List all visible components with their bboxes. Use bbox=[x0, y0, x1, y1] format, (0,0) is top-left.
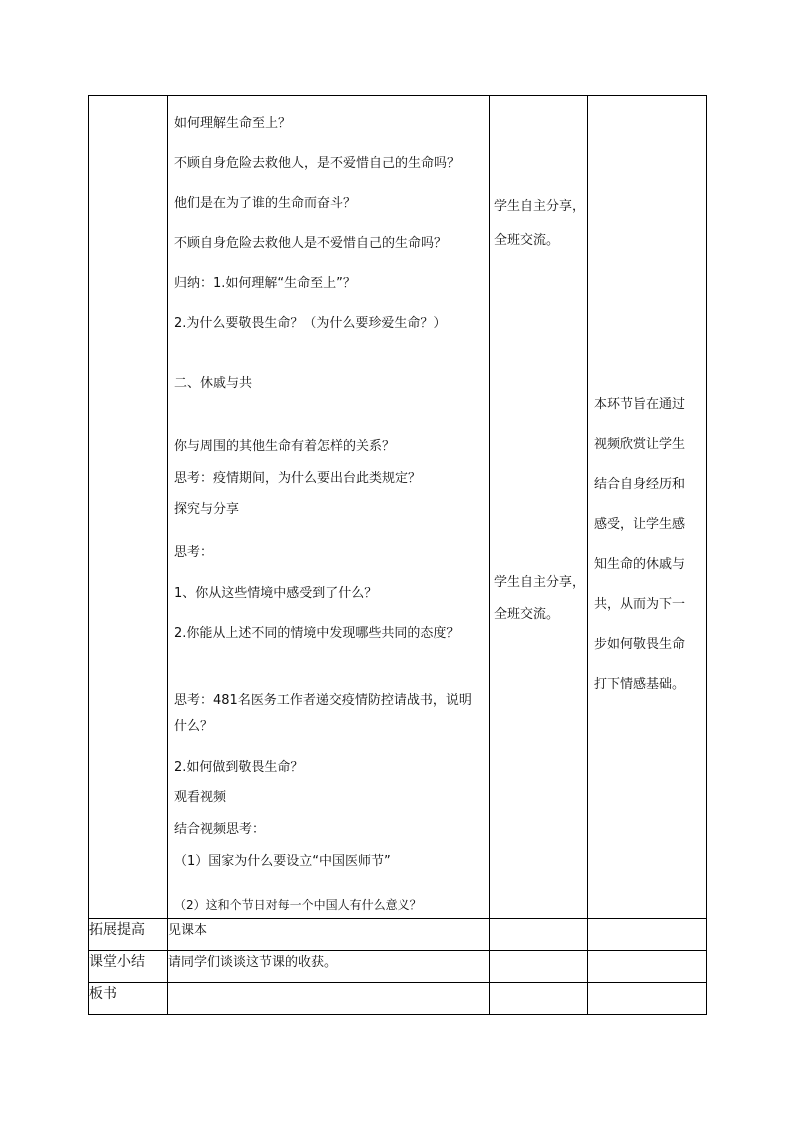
activity-line: 你与周围的其他生命有着怎样的关系？ bbox=[174, 439, 396, 454]
design-intent-cell bbox=[588, 96, 707, 919]
blackboard-row bbox=[89, 983, 707, 1015]
main-row bbox=[89, 96, 707, 919]
activity-line: 思考：疫情期间，为什么要出台此类规定？ bbox=[174, 471, 422, 486]
activity-line: 观看视频 bbox=[174, 790, 227, 805]
row-label: 板书 bbox=[89, 983, 168, 1015]
section-heading: 二、休戚与共 bbox=[174, 376, 253, 391]
activity-line: 2.如何做到敬畏生命？ bbox=[174, 760, 304, 775]
row-label: 课堂小结 bbox=[89, 951, 168, 983]
row-content: 请同学们谈谈这节课的收获。 bbox=[168, 951, 490, 983]
teaching-activity-cell bbox=[168, 96, 490, 919]
activity-line: 归纳：1.如何理解“生命至上”？ bbox=[174, 276, 356, 291]
activity-line: 如何理解生命至上？ bbox=[174, 116, 292, 131]
stage-cell bbox=[89, 96, 168, 919]
activity-line: 思考： bbox=[174, 545, 214, 560]
activity-line: 探究与分享 bbox=[174, 502, 240, 517]
student-activity-line: 学生自主分享， bbox=[494, 575, 586, 590]
design-intent-line: 视频欣赏让学生 bbox=[594, 437, 686, 452]
lesson-plan-table bbox=[88, 95, 707, 1015]
design-intent-line: 步如何敬畏生命 bbox=[594, 637, 686, 652]
row-content bbox=[168, 983, 490, 1015]
activity-line: 1、你从这些情境中感受到了什么？ bbox=[174, 586, 378, 601]
row-content: 见课本 bbox=[168, 919, 490, 951]
activity-line: （1）国家为什么要设立“中国医师节” bbox=[174, 854, 391, 869]
activity-line: 他们是在为了谁的生命而奋斗？ bbox=[174, 196, 357, 211]
design-intent-line: 打下情感基础。 bbox=[594, 677, 686, 692]
activity-line: （2）这和个节日对每一个中国人有什么意义？ bbox=[174, 898, 422, 912]
row-label: 拓展提高 bbox=[89, 919, 168, 951]
student-activity-line: 全班交流。 bbox=[494, 607, 560, 622]
student-activity-line: 学生自主分享， bbox=[494, 199, 586, 214]
design-intent-line: 知生命的休戚与 bbox=[594, 557, 686, 572]
activity-line: 结合视频思考： bbox=[174, 822, 266, 837]
extension-row bbox=[89, 919, 707, 951]
empty-cell bbox=[588, 983, 707, 1015]
design-intent-line: 共，从而为下一 bbox=[594, 597, 686, 612]
design-intent-line: 本环节旨在通过 bbox=[594, 397, 686, 412]
design-intent-line: 感受，让学生感 bbox=[594, 517, 686, 532]
activity-line: 不顾自身危险去救他人，是不爱惜自己的生命吗？ bbox=[174, 156, 461, 171]
empty-cell bbox=[490, 919, 588, 951]
empty-cell bbox=[588, 951, 707, 983]
activity-line: 思考：481名医务工作者递交疫情防控请战书，说明什么？ bbox=[174, 693, 472, 734]
student-activity-cell bbox=[490, 96, 588, 919]
activity-line: 不顾自身危险去救他人是不爱惜自己的生命吗？ bbox=[174, 236, 448, 251]
empty-cell bbox=[490, 983, 588, 1015]
activity-line: 2.为什么要敬畏生命？（为什么要珍爱生命？） bbox=[174, 316, 447, 331]
activity-line: 2.你能从上述不同的情境中发现哪些共同的态度？ bbox=[174, 626, 460, 641]
summary-row bbox=[89, 951, 707, 983]
empty-cell bbox=[588, 919, 707, 951]
student-activity-line: 全班交流。 bbox=[494, 233, 560, 248]
design-intent-line: 结合自身经历和 bbox=[594, 477, 686, 492]
empty-cell bbox=[490, 951, 588, 983]
